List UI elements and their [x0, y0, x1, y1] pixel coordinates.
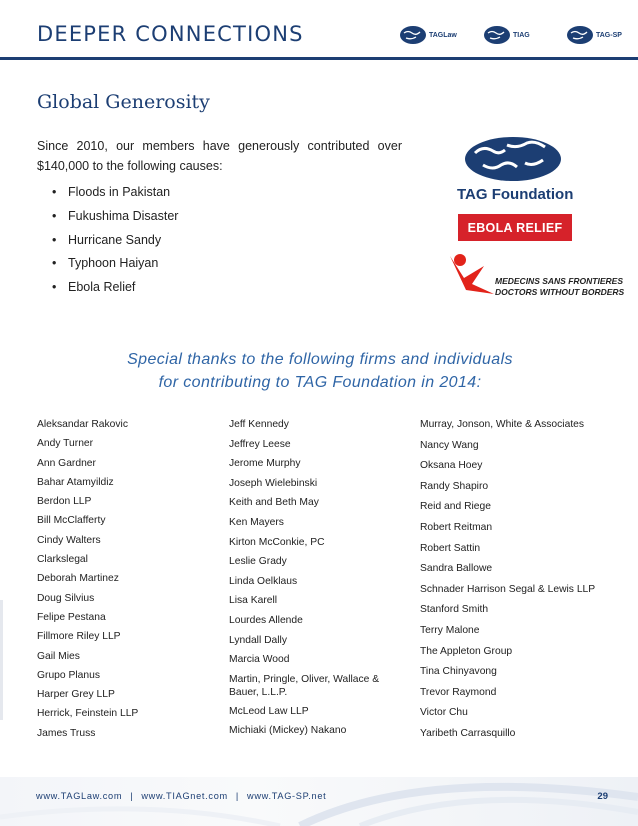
contributors-column-3: [420, 418, 620, 748]
globe-icon: [398, 24, 428, 46]
intro-paragraph: Since 2010, our members have generously contributed over $140,000 to the following causes:: [37, 139, 402, 173]
page-header-title: DEEPER CONNECTIONS: [37, 22, 304, 46]
list-item: Randy Shapiro: [420, 480, 489, 492]
tag-foundation-label: TAG Foundation: [457, 186, 574, 203]
page-number: 29: [597, 791, 608, 802]
list-item: Robert Reitman: [420, 521, 493, 533]
page-edge-decoration: [0, 600, 3, 720]
list-item: Berdon LLP: [37, 496, 92, 508]
list-item: Bahar Atamyildiz: [37, 476, 114, 488]
list-item: Lisa Karell: [229, 595, 278, 607]
list-item: Reid and Riege: [420, 501, 491, 513]
list-item: Marcia Wood: [229, 654, 290, 666]
list-item: Aleksandar Rakovic: [37, 419, 128, 430]
footer-separator: |: [130, 791, 134, 801]
footer-link-tag-sp[interactable]: www.TAG-SP.net: [246, 791, 327, 801]
thanks-heading: Special thanks to the following firms and individuals for contributing to TAG Foundation in 2014:: [127, 351, 513, 391]
list-item: Martin, Pringle, Oliver, Wallace & Bauer, L.L.P.: [229, 673, 380, 698]
list-item: Felipe Pestana: [37, 611, 106, 623]
tag-sp-logo: [565, 22, 622, 48]
ebola-relief-logo: EBOLA RELIEF: [458, 214, 572, 241]
list-item: Harper Grey LLP: [37, 689, 115, 701]
logo-label: TIAG: [513, 31, 530, 39]
list-item: Clarkslegal: [37, 554, 88, 566]
footer-link-tiag[interactable]: www.TIAGnet.com: [141, 791, 228, 801]
list-item: McLeod Law LLP: [229, 705, 309, 717]
list-item: Stanford Smith: [420, 604, 489, 616]
list-item: Kirton McConkie, PC: [229, 536, 325, 548]
page-footer: [0, 777, 638, 826]
globe-icon: [565, 24, 595, 46]
list-item: • Typhoon Haiyan: [52, 256, 159, 271]
list-item: Cindy Walters: [37, 534, 101, 546]
list-item: Ken Mayers: [229, 516, 284, 528]
list-item: Terry Malone: [420, 624, 480, 636]
list-item: Robert Sattin: [420, 542, 481, 554]
list-item: Lyndall Dally: [229, 634, 287, 646]
footer-links: [36, 791, 326, 801]
contributors-column-1: [37, 418, 217, 746]
list-item: Sandra Ballowe: [420, 563, 493, 575]
section-title: Global Generosity: [37, 91, 210, 113]
logo-label: TAGLaw: [429, 31, 457, 39]
taglaw-logo: [398, 22, 457, 48]
list-item: Michiaki (Mickey) Nakano: [229, 725, 347, 737]
list-item: • Ebola Relief: [52, 280, 136, 295]
contributors-column-2: [229, 418, 409, 744]
list-item: Fillmore Riley LLP: [37, 631, 121, 643]
list-item: The Appleton Group: [420, 645, 513, 657]
footer-swirl-decoration: [0, 777, 638, 826]
footer-link-taglaw[interactable]: www.TAGLaw.com: [36, 791, 123, 801]
footer-separator: |: [235, 791, 239, 801]
list-item: Lourdes Allende: [229, 614, 303, 626]
list-item: Nancy Wang: [420, 439, 479, 451]
list-item: Gail Mies: [37, 650, 80, 662]
list-item: Leslie Grady: [229, 556, 287, 568]
list-item: Grupo Planus: [37, 669, 100, 681]
tag-foundation-logo: [455, 133, 575, 208]
list-item: James Truss: [37, 727, 96, 739]
list-item: Trevor Raymond: [420, 686, 497, 698]
list-item: Herrick, Feinstein LLP: [37, 708, 139, 720]
list-item: • Hurricane Sandy: [52, 232, 162, 247]
list-item: Deborah Martinez: [37, 573, 119, 585]
list-item: Oksana Hoey: [420, 460, 483, 472]
list-item: Schnader Harrison Segal & Lewis LLP: [420, 583, 596, 595]
list-item: Bill McClafferty: [37, 515, 106, 527]
list-item: Joseph Wielebinski: [229, 477, 318, 489]
header-divider: [0, 57, 638, 60]
msf-caption: MEDECINS SANS FRONTIERES DOCTORS WITHOUT BORDERS: [495, 276, 625, 297]
logo-label: TAG-SP: [596, 31, 622, 39]
list-item: Murray, Jonson, White & Associates: [420, 419, 585, 430]
list-item: Yaribeth Carrasquillo: [420, 727, 516, 739]
list-item: Ann Gardner: [37, 457, 96, 469]
list-item: Jeff Kennedy: [229, 419, 289, 430]
list-item: Doug Silvius: [37, 592, 95, 604]
list-item: Keith and Beth May: [229, 497, 319, 509]
list-item: Jeffrey Leese: [229, 438, 291, 450]
list-item: • Fukushima Disaster: [52, 208, 179, 223]
causes-list: [52, 183, 178, 302]
list-item: Linda Oelklaus: [229, 575, 298, 587]
list-item: • Floods in Pakistan: [52, 185, 171, 199]
globe-icon: [482, 24, 512, 46]
list-item: Jerome Murphy: [229, 458, 301, 470]
list-item: Tina Chinyavong: [420, 666, 497, 678]
list-item: Victor Chu: [420, 707, 468, 719]
list-item: Andy Turner: [37, 438, 94, 450]
tiag-logo: [482, 22, 530, 48]
